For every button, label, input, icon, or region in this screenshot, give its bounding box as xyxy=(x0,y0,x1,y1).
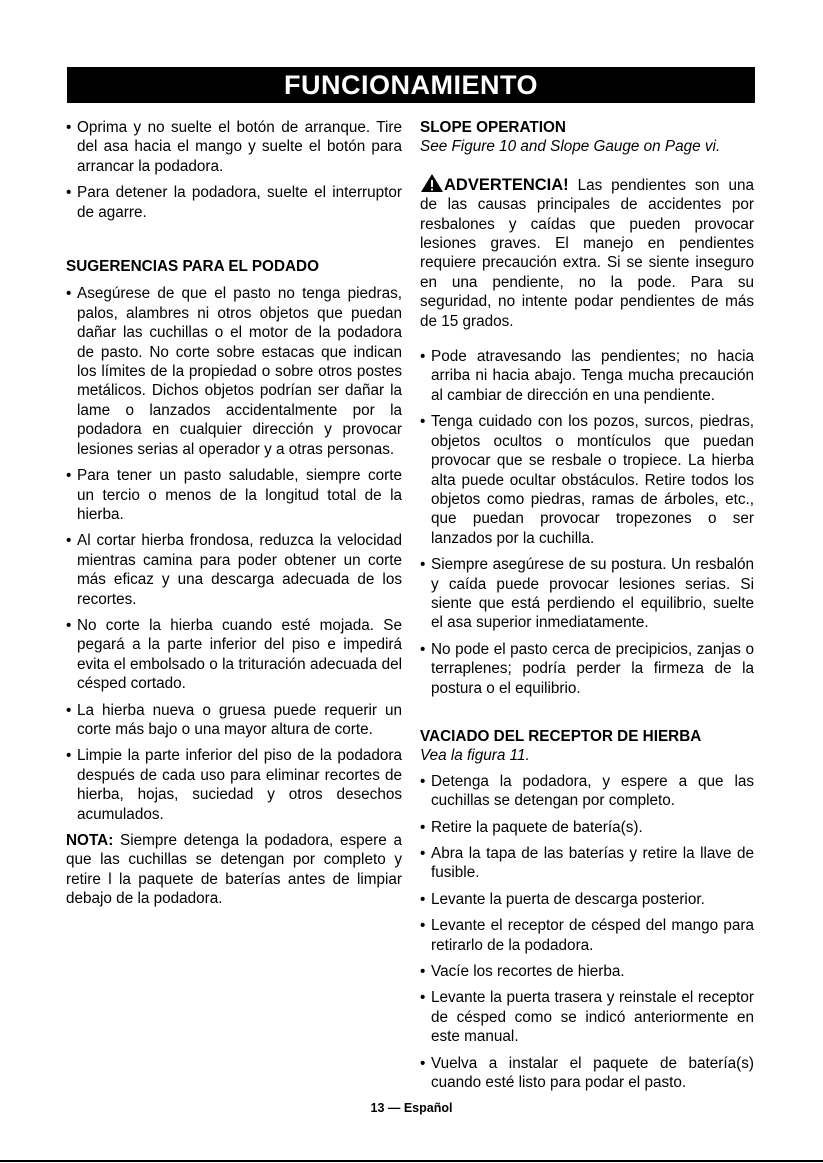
section-banner: FUNCIONAMIENTO xyxy=(67,67,755,103)
list-item: • Retire la paquete de batería(s). xyxy=(420,818,754,837)
warning-text: Las pendientes son una de las causas principales de accidentes por resbalones y caídas que pueden provocar lesiones graves. El manejo en pendientes requiere precaución extra. Si se siente inseguro en una pendiente, no la pode. Para su seguridad, no intente podar pendientes de más de 15 grados. xyxy=(420,176,754,330)
warning-triangle-icon xyxy=(420,173,444,193)
list-item: • Pode atravesando las pendientes; no hacia arriba ni hacia abajo. Tenga mucha precaución al cambiar de dirección en una pendiente. xyxy=(420,347,754,405)
list-item: • Oprima y no suelte el botón de arranque. Tire del asa hacia el mango y suelte el botón para arrancar la podadora. xyxy=(66,118,402,176)
list-item: • Levante la puerta de descarga posterior. xyxy=(420,890,754,909)
list-item: • Siempre asegúrese de su postura. Un resbalón y caída puede provocar lesiones serias. Si siente que está perdiendo el equilibrio, suelte el asa superior inmediatamente. xyxy=(420,555,754,633)
list-item: • Asegúrese de que el pasto no tenga piedras, palos, alambres ni otros objetos que puedan dañar las cuchillas o el motor de la podadora de pasto. No corte sobre estacas que indican los límites de la propiedad o sobre otros postes metálicos. Dichos objetos podrían ser dañar la lame o lanzados accidentalmente por la podadora en cualquier dirección y provocar lesiones serias al operador y a otras personas. xyxy=(66,284,402,459)
list-item: • Limpie la parte inferior del piso de la podadora después de cada uso para eliminar recortes de hierba, hojas, suciedad y otros desechos acumulados. xyxy=(66,746,402,824)
list-item: • Tenga cuidado con los pozos, surcos, piedras, objetos ocultos o montículos que puedan provocar que se resbale o tropiece. La hierba alta puede ocultar obstáculos. Retire todos los objetos como piedras, ramas de árboles, etc., que puedan provocar tropezones o ser lanzados por la cuchilla. xyxy=(420,412,754,548)
list-item: • Para detener la podadora, suelte el interruptor de agarre. xyxy=(66,183,402,222)
left-column xyxy=(66,118,402,909)
slope-list xyxy=(420,347,754,698)
list-item: • Vacíe los recortes de hierba. xyxy=(420,962,754,981)
bottom-rule xyxy=(0,1160,823,1162)
emptying-heading: VACIADO DEL RECEPTOR DE HIERBA xyxy=(420,727,702,745)
slope-heading: SLOPE OPERATION xyxy=(420,119,566,136)
list-item: • Al cortar hierba frondosa, reduzca la velocidad mientras camina para poder obtener un corte más eficaz y una descarga adecuada de los recortes. xyxy=(66,531,402,609)
note-text: Siempre detenga la podadora, espere a que las cuchillas se detengan por completo y retire l la paquete de baterías antes de limpiar debajo de la podadora. xyxy=(66,832,402,908)
emptying-list xyxy=(420,772,754,1093)
mowing-tips-heading: SUGERENCIAS PARA EL PODADO xyxy=(66,258,319,276)
right-column xyxy=(420,118,754,1099)
list-item: • Levante la puerta trasera y reinstale el receptor de césped como se indicó anteriormente en este manual. xyxy=(420,988,754,1046)
note-label: NOTA: xyxy=(66,832,114,849)
slope-reference: See Figure 10 and Slope Gauge on Page vi. xyxy=(420,138,721,156)
list-item: • No corte la hierba cuando esté mojada. Se pegará a la parte inferior del piso e impedirá evita el embolsado o la trituración adecuada del césped cortado. xyxy=(66,616,402,694)
cleaning-note xyxy=(66,831,402,909)
list-item: • Vuelva a instalar el paquete de batería(s) cuando esté listo para podar el pasto. xyxy=(420,1054,754,1093)
emptying-reference: Vea la figura 11. xyxy=(420,747,530,765)
slope-warning xyxy=(420,173,754,331)
mowing-tips-list xyxy=(66,284,402,824)
intro-list xyxy=(66,118,402,222)
list-item: • La hierba nueva o gruesa puede requerir un corte más bajo o una mayor altura de corte. xyxy=(66,701,402,740)
list-item: • Para tener un pasto saludable, siempre corte un tercio o menos de la longitud total de la hierba. xyxy=(66,466,402,524)
warning-title: ADVERTENCIA! xyxy=(444,175,569,194)
list-item: • Detenga la podadora, y espere a que las cuchillas se detengan por completo. xyxy=(420,772,754,811)
list-item: • Levante el receptor de césped del mango para retirarlo de la podadora. xyxy=(420,916,754,955)
list-item: • No pode el pasto cerca de precipicios, zanjas o terraplenes; podría perder la firmeza de la postura o el equilibrio. xyxy=(420,640,754,698)
list-item: • Abra la tapa de las baterías y retire la llave de fusible. xyxy=(420,844,754,883)
page-footer: 13 — Español xyxy=(370,1101,453,1115)
